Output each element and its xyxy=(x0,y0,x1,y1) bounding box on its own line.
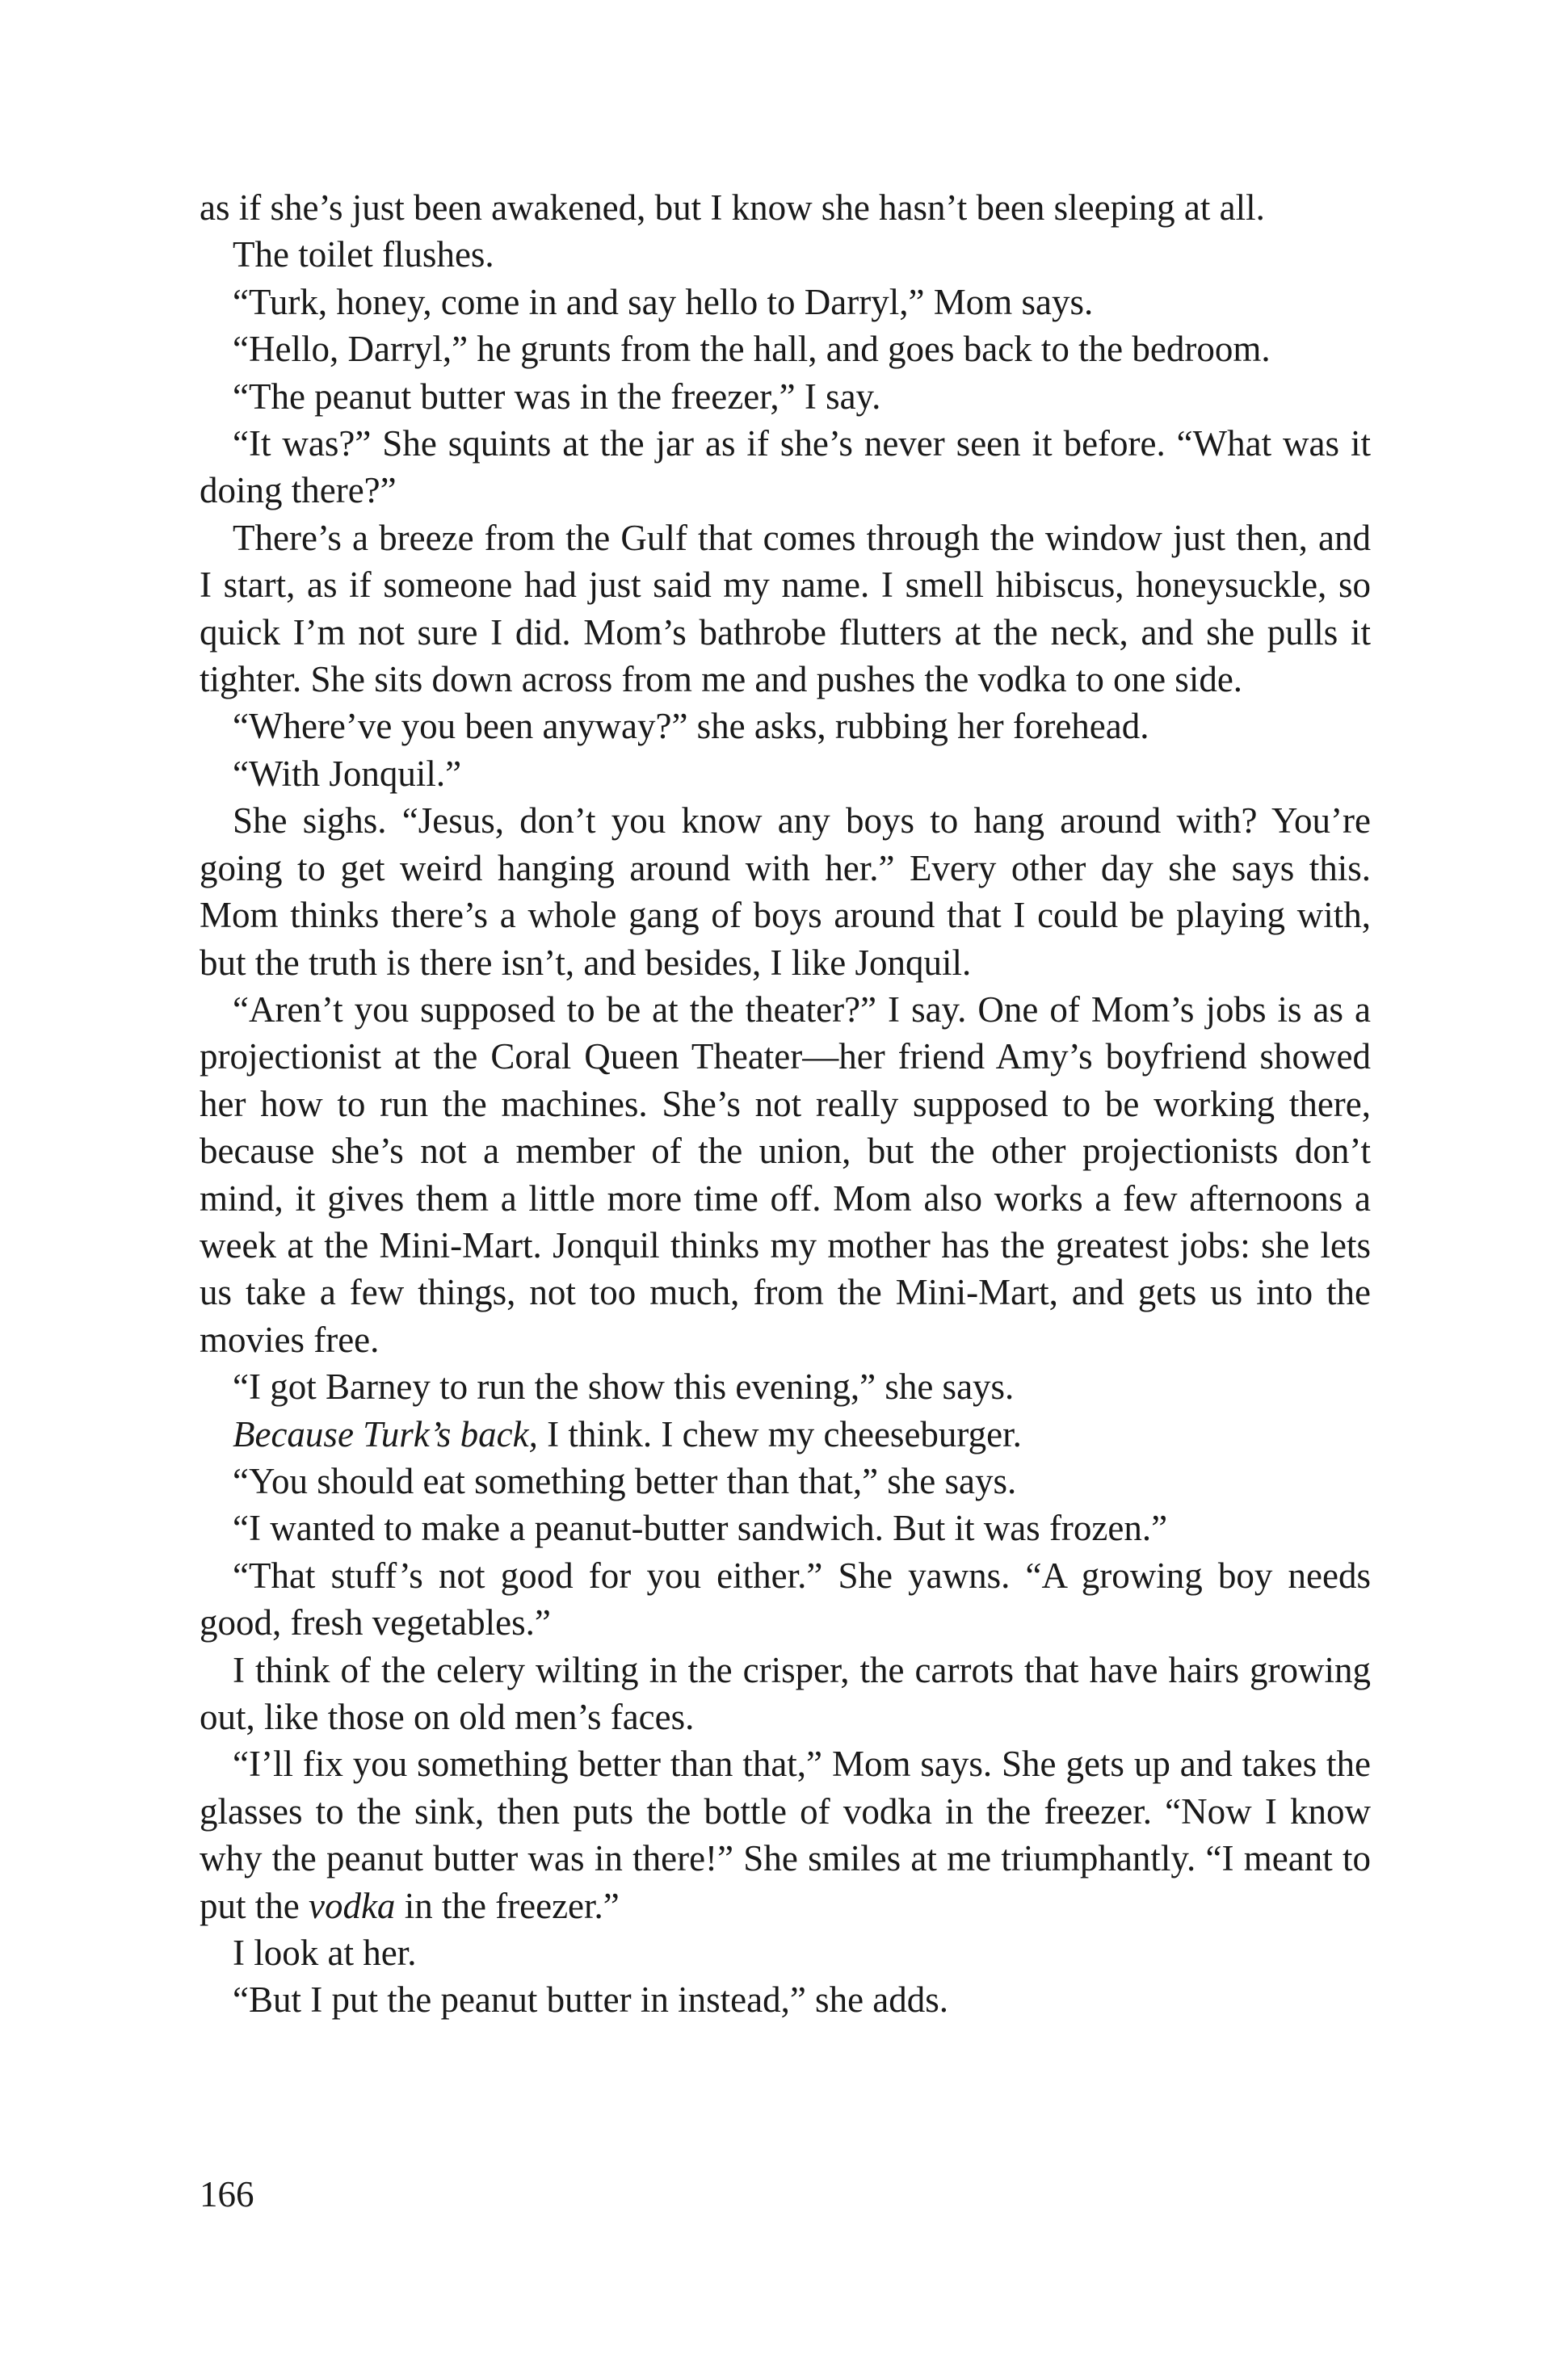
text-run: “But I put the peanut butter in instead,” she adds. xyxy=(233,1979,949,2021)
paragraph xyxy=(200,279,1371,325)
text-run: “I got Barney to run the show this evening,” she says. xyxy=(233,1366,1015,1408)
paragraph xyxy=(200,1363,1371,1410)
text-run: as if she’s just been awakened, but I know she hasn’t been sleeping at all. xyxy=(200,187,1265,228)
paragraph xyxy=(200,184,1371,231)
paragraph xyxy=(200,1458,1371,1505)
text-run: I think of the celery wilting in the crisper, the carrots that have hairs growing out, like those on old men’s faces. xyxy=(200,1649,1371,1737)
text-run: “You should eat something better than that,” she says. xyxy=(233,1460,1017,1501)
text-run: “I wanted to make a peanut-butter sandwich. But it was frozen.” xyxy=(233,1508,1168,1549)
text-run: “Hello, Darryl,” he grunts from the hall, and goes back to the bedroom. xyxy=(233,329,1271,370)
text-run: She sighs. “Jesus, don’t you know any boys to hang around with? You’re going to get weird hanging around with her.” Every other day she says this. Mom thinks there’s a whole gang of boys around that I could be playing with, but the truth is there isn’t, and besides, I like Jonquil. xyxy=(200,800,1371,983)
text-run: I think. I chew my cheeseburger. xyxy=(537,1413,1022,1454)
paragraph xyxy=(200,1740,1371,1929)
paragraph xyxy=(200,1647,1371,1741)
page-number: 166 xyxy=(200,2174,254,2214)
paragraph xyxy=(200,797,1371,986)
italic-text: Because Turk’s back, xyxy=(233,1413,538,1454)
text-run: “It was?” She squints at the jar as if she’s never seen it before. “What was it doing there?” xyxy=(200,423,1371,511)
paragraph xyxy=(200,1505,1371,1551)
text-run: The toilet flushes. xyxy=(233,234,494,275)
paragraph xyxy=(200,420,1371,514)
paragraph xyxy=(200,373,1371,420)
text-run: There’s a breeze from the Gulf that comes through the window just then, and I start, as if someone had just said my name. I smell hibiscus, honeysuckle, so quick I’m not sure I did. Mom’s bathrobe flutters at the neck, and she pulls it tighter. She sits down across from me and pushes the vodka to one side. xyxy=(200,517,1371,700)
paragraph xyxy=(200,1929,1371,1976)
paragraph xyxy=(200,514,1371,703)
text-run: “With Jonquil.” xyxy=(233,753,462,794)
paragraph xyxy=(200,1976,1371,2023)
text-run: I look at her. xyxy=(233,1933,417,1974)
italic-text: vodka xyxy=(308,1885,396,1926)
text-run: “I’ll fix you something better than that,” Mom says. She gets up and takes the glasses to the sink, then puts the bottle of vodka in the freezer. “Now I know why the peanut butter was in there!” She smiles at me triumphantly. “I meant to put the xyxy=(200,1744,1371,1926)
paragraph xyxy=(200,703,1371,749)
paragraph xyxy=(200,325,1371,372)
text-run: “Aren’t you supposed to be at the theater?” I say. One of Mom’s jobs is as a projectionist at the Coral Queen Theater—her friend Amy’s boyfriend showed her how to run the machines. She’s not really supposed to be working there, because she’s not a member of the union, but the other projectionists don’t mind, it gives them a little more time off. Mom also works a few afternoons a week at the Mini-Mart. Jonquil thinks my mother has the greatest jobs: she lets us take a few things, not too much, from the Mini-Mart, and gets us into the movies free. xyxy=(200,989,1371,1360)
text-run: “Turk, honey, come in and say hello to Darryl,” Mom says. xyxy=(233,281,1094,322)
paragraph xyxy=(200,1552,1371,1647)
body-text xyxy=(200,184,1371,2024)
paragraph xyxy=(200,986,1371,1363)
text-run: “Where’ve you been anyway?” she asks, rubbing her forehead. xyxy=(233,706,1149,747)
text-run: in the freezer.” xyxy=(395,1885,620,1926)
text-run: “That stuff’s not good for you either.” She yawns. “A growing boy needs good, fresh vegetables.” xyxy=(200,1555,1371,1643)
paragraph xyxy=(200,750,1371,797)
paragraph xyxy=(200,1411,1371,1458)
paragraph xyxy=(200,231,1371,278)
text-run: “The peanut butter was in the freezer,” I say. xyxy=(233,376,881,417)
